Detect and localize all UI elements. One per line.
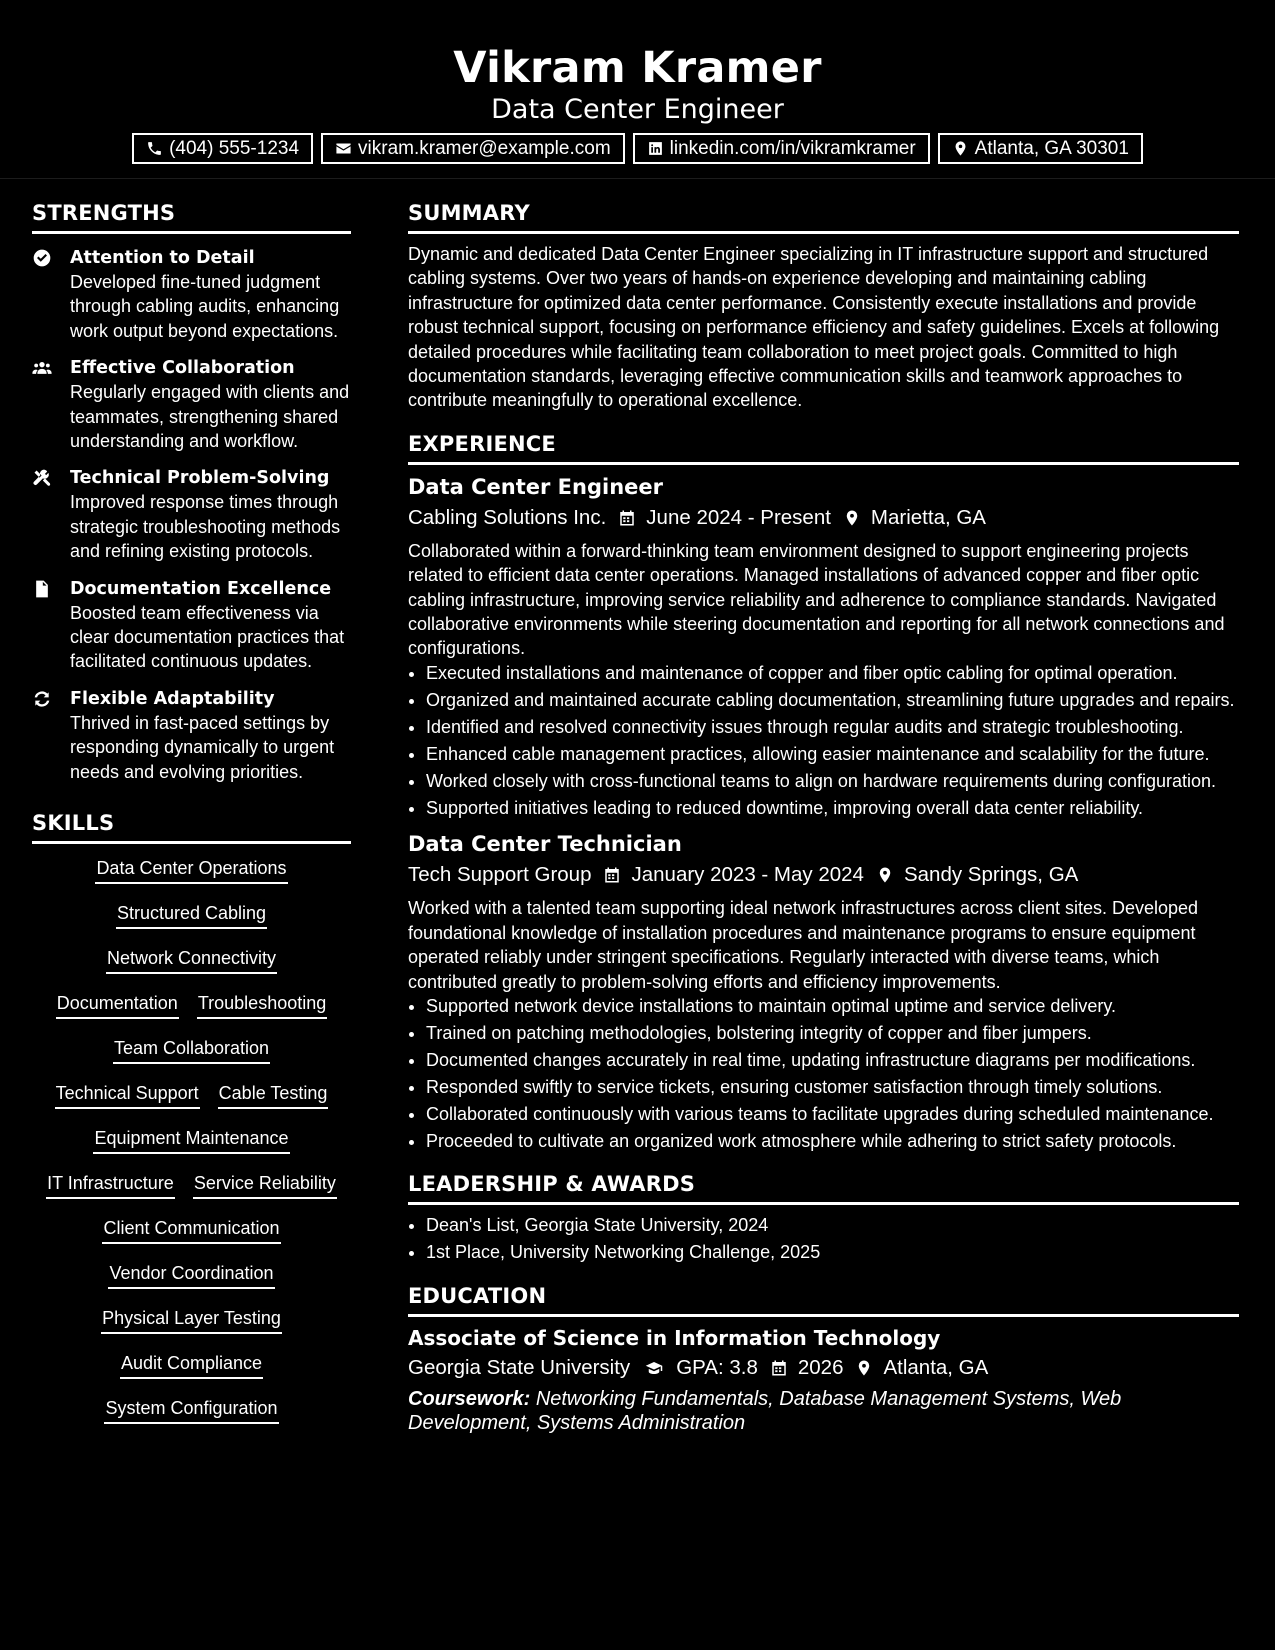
tools-icon	[32, 468, 52, 488]
coursework-list: Networking Fundamentals, Database Management Systems, Web Development, Systems Administration	[408, 1387, 1122, 1435]
job-description: Worked with a talented team supporting ideal network infrastructures across client sites. Developed foundational knowledge of installation procedures and maintenance programs to ensure equipment operated reliably under stringent specifications. Regularly interacted with diverse teams, which contributed greatly to problem-solving efforts and efficiency improvements.	[408, 898, 1199, 992]
envelope-icon	[335, 140, 352, 157]
skills-list	[32, 856, 351, 1441]
skill-tag: Vendor Coordination	[108, 1261, 274, 1289]
strength-title: Effective Collaboration	[70, 358, 295, 379]
strength-title: Documentation Excellence	[70, 578, 332, 599]
skill-tag: Team Collaboration	[113, 1036, 270, 1064]
job-company: Tech Support Group	[408, 863, 592, 887]
resume-header	[0, 0, 1275, 179]
linkedin-text: linkedin.com/in/vikramkramer	[669, 138, 916, 159]
job-bullet: • Identified and resolved connectivity issues through regular audits and strategic troubleshooting.	[426, 715, 1239, 739]
awards-heading: LEADERSHIP & AWARDS	[408, 1167, 1239, 1205]
job-bullet: • Trained on patching methodologies, bolstering integrity of copper and fiber jumpers.	[426, 1021, 1239, 1045]
skill-tag: Technical Support	[55, 1081, 200, 1109]
contact-location[interactable]	[938, 133, 1143, 164]
strengths-heading: STRENGTHS	[32, 196, 351, 234]
job-dates: January 2023 - May 2024	[631, 863, 864, 887]
contact-bar	[0, 133, 1275, 164]
education-meta	[408, 1353, 1239, 1383]
job-title: Data Center Technician	[408, 832, 682, 857]
strength-title: Flexible Adaptability	[70, 688, 275, 709]
users-icon	[32, 358, 52, 378]
graduation-year: 2026	[797, 1355, 844, 1379]
skill-tag: Troubleshooting	[197, 991, 327, 1019]
skills-heading: SKILLS	[32, 806, 351, 844]
job-meta	[408, 503, 1239, 533]
strength-desc: Regularly engaged with clients and teammates, strengthening shared understanding and workflow.	[70, 382, 350, 452]
location-text: Atlanta, GA 30301	[974, 138, 1129, 159]
gpa: GPA: 3.8	[676, 1355, 758, 1379]
contact-linkedin[interactable]	[633, 133, 930, 164]
job-location: Marietta, GA	[870, 505, 986, 529]
skill-tag: Documentation	[56, 991, 179, 1019]
strength-item	[32, 466, 351, 563]
map-pin-icon	[843, 509, 861, 527]
phone-text: (404) 555-1234	[169, 138, 300, 159]
job-description: Collaborated within a forward-thinking team environment designed to support engineering projects related to efficient data center operations. Managed installations of advanced copper and fiber optic cabling infrastructure, improving service reliability and adherence to compliance standards. Navigated collaborative environments while steering documentation and reporting for all network connections and configurations.	[408, 540, 1225, 659]
calendar-icon	[603, 866, 621, 884]
job-dates: June 2024 - Present	[646, 505, 831, 529]
summary-heading: SUMMARY	[408, 196, 1239, 234]
left-column	[32, 196, 351, 1441]
awards-list	[408, 1213, 1239, 1264]
map-pin-icon	[952, 140, 969, 157]
refresh-icon	[32, 689, 52, 709]
strength-item	[32, 356, 351, 453]
job-company: Cabling Solutions Inc.	[408, 505, 607, 529]
job-entry	[408, 471, 1239, 820]
skill-tag: Equipment Maintenance	[93, 1126, 289, 1154]
strength-desc: Boosted team effectiveness via clear documentation practices that facilitated continuous updates.	[70, 602, 345, 672]
strength-desc: Improved response times through strategic troubleshooting methods and refining existing protocols.	[70, 492, 341, 562]
graduation-cap-icon	[642, 1359, 666, 1377]
skill-tag: Data Center Operations	[95, 856, 287, 884]
skill-tag: Structured Cabling	[116, 901, 267, 929]
degree-title: Associate of Science in Information Technology	[408, 1325, 941, 1350]
coursework-label: Coursework:	[408, 1387, 531, 1410]
job-entry	[408, 828, 1239, 1153]
job-bullet: • Worked closely with cross-functional teams to align on hardware requirements during configuration.	[426, 769, 1239, 793]
skill-tag: Audit Compliance	[120, 1351, 263, 1379]
skill-tag: System Configuration	[104, 1396, 278, 1424]
skill-tag: Cable Testing	[218, 1081, 329, 1109]
job-title: Data Center Engineer	[408, 474, 663, 499]
job-bullet: • Enhanced cable management practices, allowing easier maintenance and scalability for the future.	[426, 742, 1239, 766]
right-column	[408, 196, 1239, 1436]
strength-title: Technical Problem-Solving	[70, 468, 330, 489]
job-location: Sandy Springs, GA	[903, 863, 1079, 887]
document-icon	[32, 579, 52, 599]
candidate-title: Data Center Engineer	[491, 94, 784, 125]
calendar-icon	[618, 509, 636, 527]
experience-heading: EXPERIENCE	[408, 427, 1239, 465]
job-bullet: • Collaborated continuously with various teams to facilitate upgrades during scheduled maintenance.	[426, 1102, 1239, 1126]
contact-email[interactable]	[321, 133, 625, 164]
job-bullets	[408, 661, 1239, 820]
job-bullet: • Organized and maintained accurate cabling documentation, streamlining future upgrades and repairs.	[426, 688, 1239, 712]
map-pin-icon	[876, 866, 894, 884]
job-bullet: • Executed installations and maintenance of copper and fiber optic cabling for optimal operation.	[426, 661, 1239, 685]
job-meta	[408, 860, 1239, 890]
candidate-name: Vikram Kramer	[453, 43, 822, 93]
contact-phone[interactable]	[132, 133, 313, 164]
job-bullet: • Responded swiftly to service tickets, ensuring customer satisfaction through timely solutions.	[426, 1075, 1239, 1099]
strength-item	[32, 577, 351, 674]
job-bullets	[408, 994, 1239, 1153]
strength-desc: Thrived in fast-paced settings by responding dynamically to urgent needs and evolving priorities.	[70, 712, 335, 782]
skill-tag: Service Reliability	[193, 1171, 337, 1199]
strength-item	[32, 246, 351, 343]
strength-desc: Developed fine-tuned judgment through cabling audits, enhancing work output beyond expectations.	[70, 272, 340, 341]
strengths-list	[32, 246, 351, 784]
education-location: Atlanta, GA	[883, 1355, 989, 1379]
award-item: • Dean's List, Georgia State University, 2024	[426, 1213, 1239, 1237]
map-pin-icon	[855, 1359, 873, 1377]
job-bullet: • Proceeded to cultivate an organized work atmosphere while adhering to strict safety protocols.	[426, 1129, 1239, 1153]
calendar-icon	[770, 1359, 788, 1377]
strength-item	[32, 687, 351, 784]
school-name: Georgia State University	[408, 1355, 631, 1379]
check-circle-icon	[32, 248, 52, 268]
strength-title: Attention to Detail	[70, 248, 255, 268]
summary-text: Dynamic and dedicated Data Center Engineer specializing in IT infrastructure support and structured cabling systems. Over two years of hands-on experience developing and maintaining cabling infrastructure for optimized data center performance. Consistently execute installations and provide robust technical support, focusing on performance efficiency and safety guidelines. Excels at following detailed procedures while facilitating team collaboration to meet project goals. Committed to high documentation standards, leveraging effective communication skills and teamwork approaches to contribute meaningfully to operational excellence.	[408, 244, 1220, 411]
skill-tag: Network Connectivity	[106, 946, 277, 974]
skill-tag: Physical Layer Testing	[101, 1306, 282, 1334]
job-bullet: • Supported network device installations to maintain optimal uptime and service delivery.	[426, 994, 1239, 1018]
award-item: • 1st Place, University Networking Challenge, 2025	[426, 1240, 1239, 1264]
skill-tag: Client Communication	[102, 1216, 280, 1244]
phone-icon	[146, 140, 163, 157]
education-heading: EDUCATION	[408, 1279, 1239, 1317]
job-bullet: • Supported initiatives leading to reduced downtime, improving overall data center reliability.	[426, 796, 1239, 820]
email-text: vikram.kramer@example.com	[358, 138, 611, 159]
linkedin-icon	[647, 140, 664, 157]
job-bullet: • Documented changes accurately in real time, updating infrastructure diagrams per modifications.	[426, 1048, 1239, 1072]
coursework	[408, 1387, 1239, 1436]
skill-tag: IT Infrastructure	[46, 1171, 175, 1199]
